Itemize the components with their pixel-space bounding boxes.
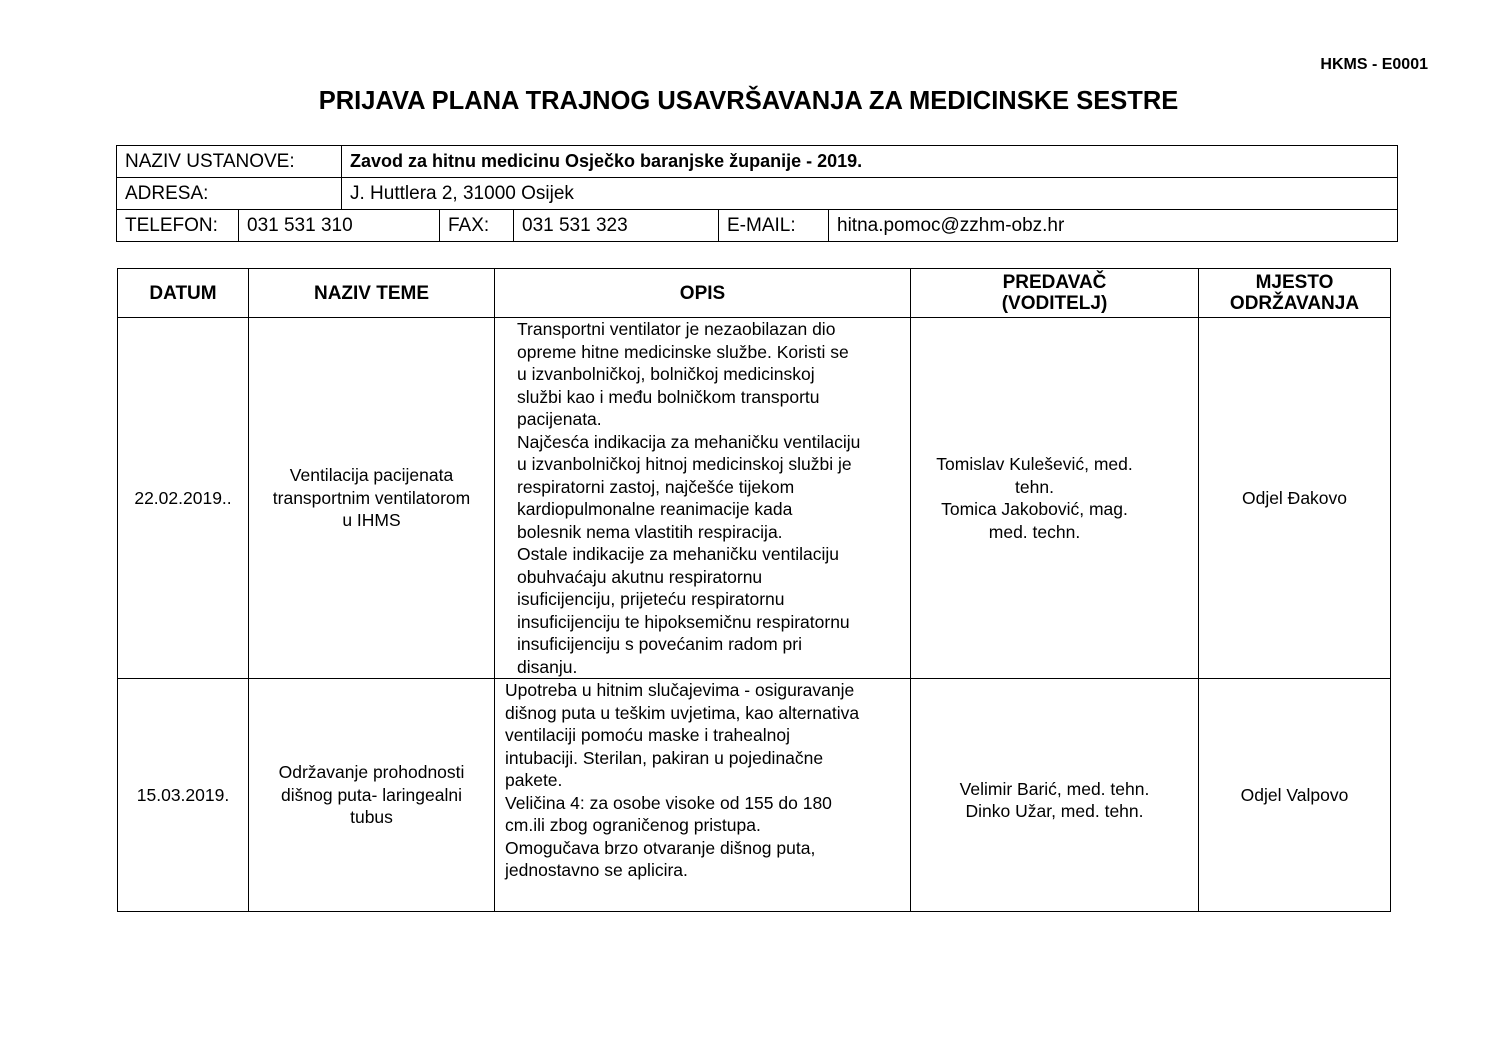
email-label: E-MAIL: — [719, 210, 829, 242]
institution-address-row — [117, 178, 1398, 210]
institution-name-label: NAZIV USTANOVE: — [117, 146, 342, 178]
institution-info-table — [116, 145, 1398, 242]
table-row — [118, 679, 1391, 912]
row-lecturer: Tomislav Kulešević, med. tehn. Tomica Jakobović, mag. med. techn. — [911, 318, 1199, 679]
fax-label: FAX: — [440, 210, 514, 242]
header-lecturer: PREDAVAČ (VODITELJ) — [911, 269, 1199, 318]
phone-label: TELEFON: — [117, 210, 239, 242]
training-plan-table — [117, 268, 1391, 912]
institution-name-row — [117, 146, 1398, 178]
row-lecturer: Velimir Barić, med. tehn. Dinko Užar, med. tehn. — [911, 679, 1199, 912]
header-date: DATUM — [118, 269, 249, 318]
plan-header-row — [118, 269, 1391, 318]
table-row — [118, 318, 1391, 679]
institution-name-value: Zavod za hitnu medicinu Osječko baranjske županije - 2019. — [342, 146, 1398, 178]
document-title: PRIJAVA PLANA TRAJNOG USAVRŠAVANJA ZA MEDICINSKE SESTRE — [318, 87, 1179, 115]
row-description-text: Transportni ventilator je nezaobilazan dio opreme hitne medicinske službe. Koristi se u izvanbolničkoj, bolničkoj medicinskoj službi kao i među bolničkom transportu pacijenata. Najčesća indikacija za mehaničku ventilaciju u izvanbolničkoj hitnoj medicinskoj službi je respiratorni zastoj, najčešće tijekom kardiopulmonalne reanimacije kada bolesnik nema vlastitih respiracija. Ostale indikacije za mehaničku ventilaciju obuhvaćaju akutnu respiratornu isuficijenciju, prijeteću respiratornu insuficijenciju te hipoksemičnu respiratornu insuficijenciju s povećanim radom pri disanju. — [517, 319, 861, 677]
row-topic: Održavanje prohodnosti dišnog puta- laringealni tubus — [249, 679, 495, 912]
phone-value: 031 531 310 — [239, 210, 440, 242]
row-date: 15.03.2019. — [118, 679, 249, 912]
row-location: Odjel Valpovo — [1199, 679, 1391, 912]
header-description: OPIS — [495, 269, 911, 318]
row-topic: Ventilacija pacijenata transportnim ventilatorom u IHMS — [249, 318, 495, 679]
header-topic: NAZIV TEME — [249, 269, 495, 318]
address-value: J. Huttlera 2, 31000 Osijek — [342, 178, 1398, 210]
header-location: MJESTO ODRŽAVANJA — [1199, 269, 1391, 318]
address-label: ADRESA: — [117, 178, 342, 210]
row-date: 22.02.2019.. — [118, 318, 249, 679]
fax-value: 031 531 323 — [514, 210, 719, 242]
row-location: Odjel Đakovo — [1199, 318, 1391, 679]
email-value: hitna.pomoc@zzhm-obz.hr — [829, 210, 1398, 242]
row-description-text: Upotreba u hitnim slučajevima - osiguravanje dišnog puta u teškim uvjetima, kao alternativa ventilaciji pomoću maske i trahealnoj intubaciji. Sterilan, pakiran u pojedinačne pakete. Veličina 4: za osobe visoke od 155 do 180 cm.ili zbog ograničenog pristupa. Omogučava brzo otvaranje dišnog puta, jednostavno se aplicira. — [505, 680, 860, 880]
institution-contact-row — [117, 210, 1398, 242]
document-code: HKMS - E0001 — [1320, 56, 1428, 73]
row-description — [495, 679, 911, 912]
row-description — [495, 318, 911, 679]
